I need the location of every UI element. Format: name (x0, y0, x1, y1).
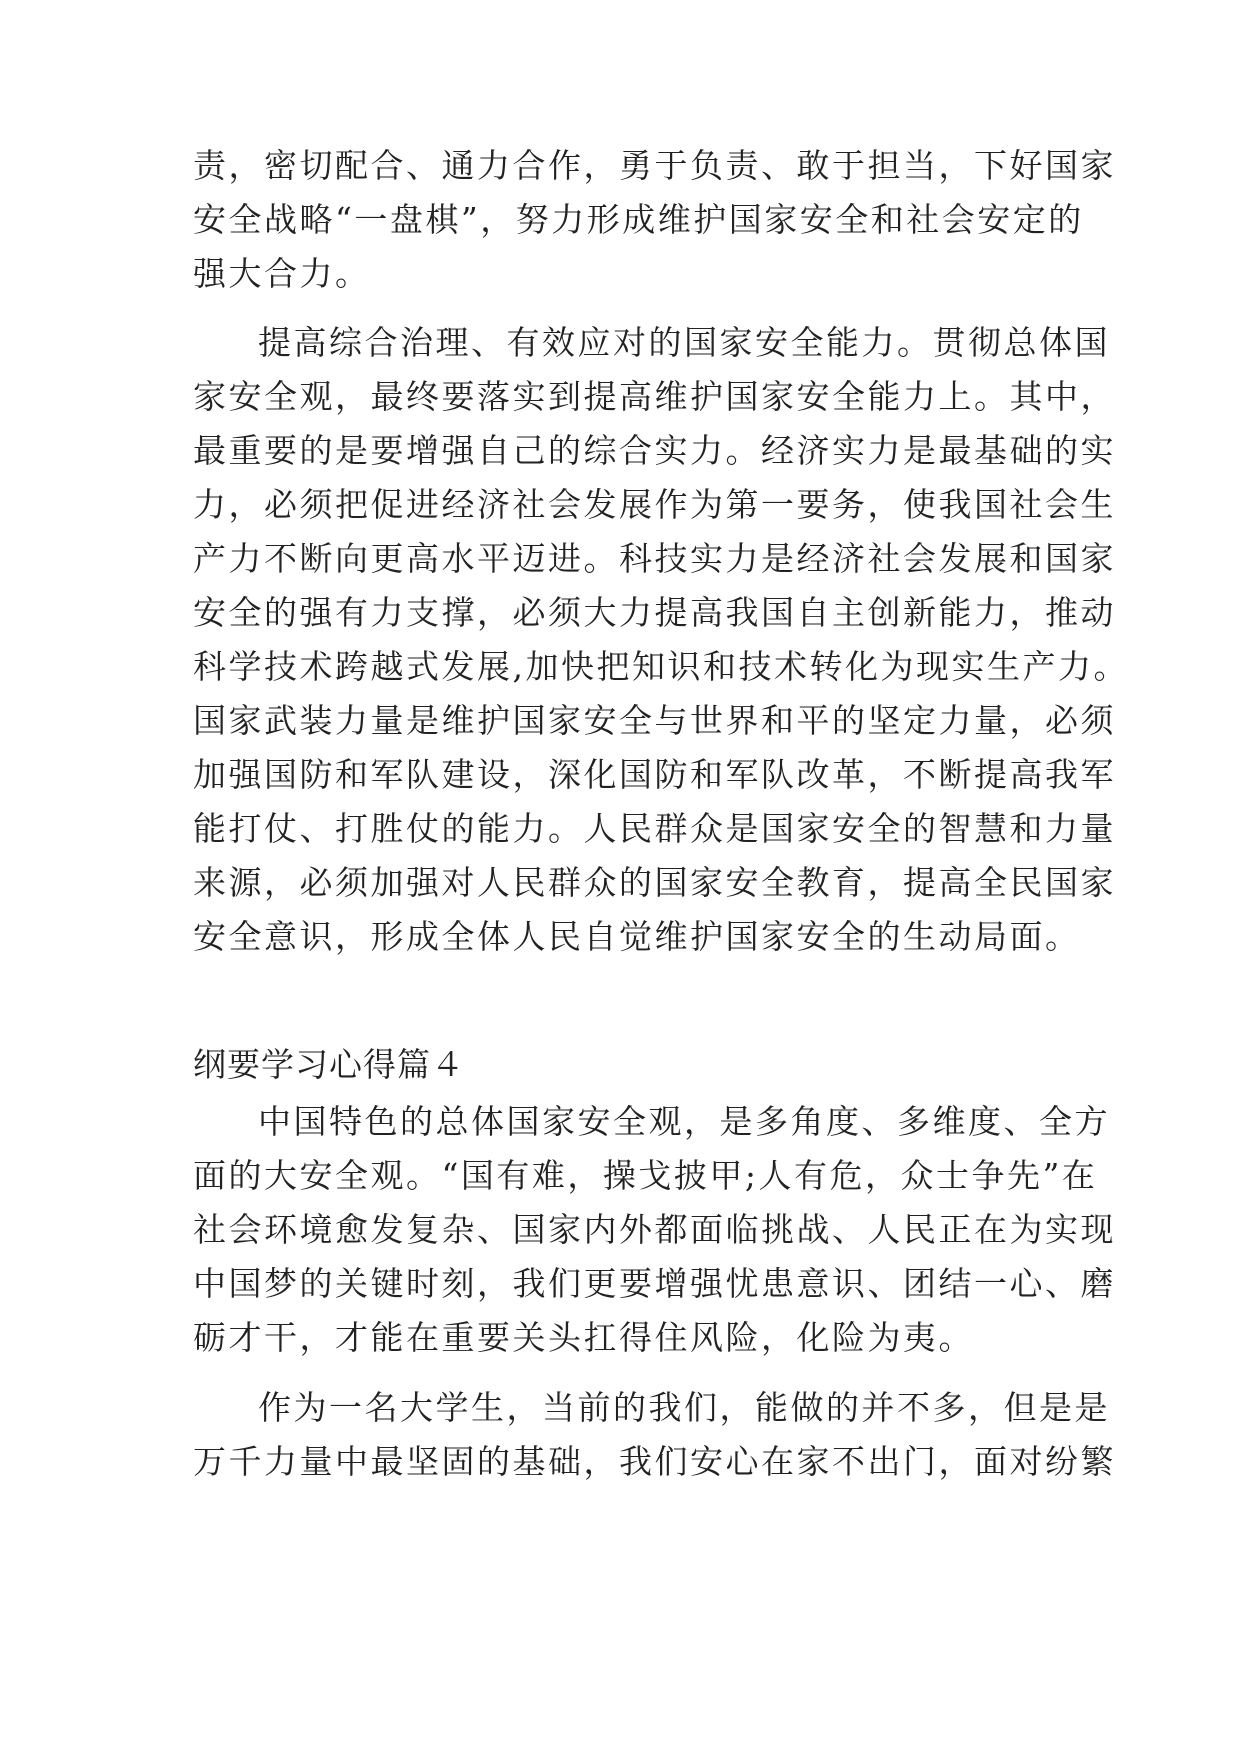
paragraph-first-line: 作为一名大学生，当前的我们，能做的并不多，但是是 (258, 1388, 1110, 1427)
text-line: 安全的强有力支撑，必须大力提高我国自主创新能力，推动 (193, 593, 1116, 632)
text-line: 产力不断向更高水平迈进。科技实力是经济社会发展和国家 (193, 539, 1116, 578)
text-line: 力，必须把促进经济社会发展作为第一要务，使我国社会生 (193, 485, 1116, 524)
text-line: 能打仗、打胜仗的能力。人民群众是国家安全的智慧和力量 (193, 809, 1116, 848)
text-line: 社会环境愈发复杂、国家内外都面临挑战、人民正在为实现 (193, 1210, 1116, 1249)
text-line: 国家武装力量是维护国家安全与世界和平的坚定力量，必须 (193, 701, 1116, 740)
text-line: 万千力量中最坚固的基础，我们安心在家不出门，面对纷繁 (193, 1442, 1116, 1481)
text-line: 中国梦的关键时刻，我们更要增强忧患意识、团结一心、磨 (193, 1264, 1116, 1303)
text-line: 家安全观，最终要落实到提高维护国家安全能力上。其中， (193, 377, 1116, 416)
paragraph-first-line: 中国特色的总体国家安全观，是多角度、多维度、全方 (258, 1102, 1110, 1141)
text-line: 面的大安全观。“国有难，操戈披甲;人有危，众士争先”在 (193, 1156, 1098, 1195)
text-line: 安全战略“一盘棋”，努力形成维护国家安全和社会安定的 (193, 200, 1084, 239)
text-line: 砺才干，才能在重要关头扛得住风险，化险为夷。 (193, 1318, 974, 1357)
text-line: 最重要的是要增强自己的综合实力。经济实力是最基础的实 (193, 431, 1116, 470)
text-line: 安全意识，形成全体人民自觉维护国家安全的生动局面。 (193, 917, 1081, 956)
text-line: 加强国防和军队建设，深化国防和军队改革，不断提高我军 (193, 755, 1116, 794)
section-heading: 纲要学习心得篇４ (193, 1045, 465, 1084)
text-line: 强大合力。 (193, 254, 371, 293)
text-line: 科学技术跨越式发展,加快把知识和技术转化为现实生产力。 (193, 647, 1129, 686)
paragraph-first-line: 提高综合治理、有效应对的国家安全能力。贯彻总体国 (258, 323, 1110, 362)
text-line: 来源，必须加强对人民群众的国家安全教育，提高全民国家 (193, 863, 1116, 902)
text-line: 责，密切配合、通力合作，勇于负责、敢于担当，下好国家 (193, 146, 1116, 185)
